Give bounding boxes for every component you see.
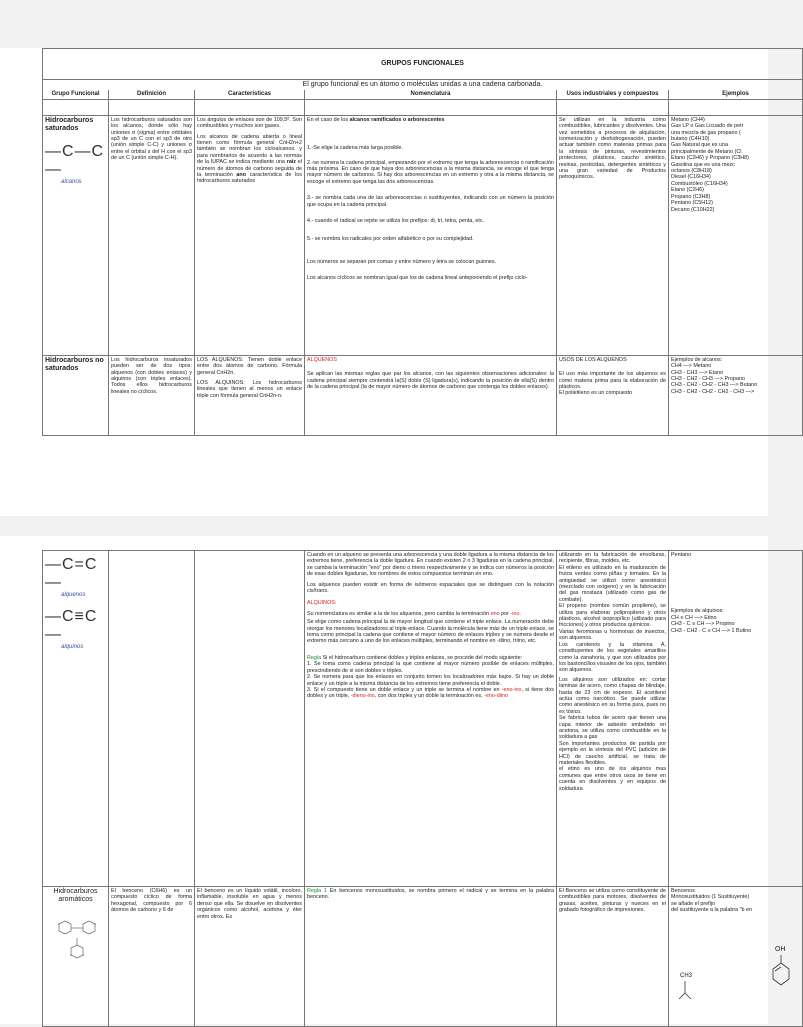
page-1: [0, 48, 768, 516]
intro-text: El grupo funcional es un átomo o moléculas unidas a una cadena carbonada.: [43, 80, 803, 91]
definition-cell: Los hidrocarburos saturados son los alcanos, donde sólo hay uniones σ (sigma) entre orbitales sp3 de un C con el sp3 de otro (unión simple C-C) y uniones σ entre el orbital s del H con el sp3 de un C (unión simple C-H).: [109, 115, 195, 355]
benzene-derivatives-icon: [669, 937, 803, 1017]
characteristics-cell: El benceno es un líquido volátil, incoloro, inflamable, insoluble en agua y menos denso que ella. Se disuelve en disolventes orgánicos como alcohol, acetona y éter entro otros. Es: [195, 887, 305, 1027]
characteristics-cell: LOS ALQUENOS: Tienen doble enlace entre dos átomos de carbono. Fórmula general CnH2n. LOS ALQUINOS: Los hidrocarburos lineales que tienen al menos un enlace triple con fórmula general CnH2n-n.: [195, 355, 305, 435]
alkane-bond-diagram: —C—C— alcanos: [45, 142, 105, 185]
page-2: [0, 536, 786, 1024]
group-cell: Hidrocarburos no saturados: [43, 355, 109, 435]
header-ejemplos: Ejemplos: [669, 90, 803, 99]
group-cell: [43, 115, 109, 355]
header-definicion: Definición: [109, 90, 195, 99]
header-caracteristicas: Características: [195, 90, 305, 99]
svg-text:OH: OH: [775, 946, 786, 953]
uses-cell: utilizando en la fabricación de envolturas, recipiente, fibras, moldes, etc. El etileno es utilizado en la maduración de frutos verdes como piñas y tomates. En la antigüedad se utilizó como anestésico (mezclado con oxígeno) y en la fabricación del gas mostaza (utilizado como gas de combate). El propeno (nombre común propileno), se utiliza para elaborar polipropileno y otros plásticos, alcohol isopropílico (utilizado para fricciones) y otros productos químicos. Varias feromonas u hormonas de insectos, son alquenos. Los carotenos y la vitamina A, constituyentes de los vegetales amarillos como la zanahoria, y que son utilizados por los bastoncillos visuales de los ojos, también son alquenos. Los alquinos son utilizados en: cortar láminas de acero, como chapas de blindaje, hasta de 23 cm de espesor. El acetileno actúa como narcótico. Se puede utilizar como anestésico en su forma pura, pues no es tóxico. Se fabrica tubos de acero que tienen una capa interior de asbesto embebido en acetona, se utiliza como combustible en la soldadura a gas Son importantes productos de partida por ejemplo en la síntesis del PVC (adición de HCl) de caucho artificial, se trata de materiales flexibles. el etino es uno de los alquinos mas comunes que entre otros usos se tiene en cuenta en disolventes y en equipos de soldadura: [557, 551, 669, 887]
table-row: [43, 355, 803, 435]
definition-cell: El benceno (C6H6) es un compuesto cíclico de forma hexagonal, compuesto por 6 átomos de carbono y 6 de: [109, 887, 195, 1027]
uses-cell: Se utilizan en la industria como combustibles, lubricantes y disolventes. Una vez sometidos a procesos de alquilación, isomerización y deshidrogenación, pueden actuar también como materias primas para la síntesis de pinturas, revestimientos protectores, plásticos, caucho sintético, resinas, pesticidas, detergentes sintéticos y una gran variedad de Productos petroquímicos.: [557, 115, 669, 355]
table-row: [43, 551, 803, 887]
alkene-bond-diagram: —C=C— alquenos: [45, 556, 98, 598]
uses-cell: USOS DE LOS ALQUENOS El uso más importante de los alquenos es como materia prima para la elaboración de plásticos. El polietileno es un compuesto: [557, 355, 669, 435]
group-name: Hidrocarburos saturados: [45, 116, 94, 132]
examples-cell: Ejemplos de alcanos: CH4 —> Metano CH3 - CH3 —> Etano CH3 - CH2 - CH3 —> Propano CH3 - CH2 - CH2 - CH3 —> Butano CH3 - CH2 - CH2 - CH2 - CH3 —>: [669, 355, 803, 435]
definition-cell: [109, 551, 195, 887]
nomenclature-cell: Cuando en un alqueno se presenta una arborescencia y una doble ligadura a la misma distancia de los extremos tiene, preferencia la doble ligadura. En cuando existen 2 o 3 ligaduras en la cadena principal, se cambia la terminación "eno" por dieno o trieno respectivamente y se indica con números la posición de esas dobles ligaduras, los nombres de estos compuestos terminan en eno. Los alquenos pueden existir en forma de isómeros espaciales que se distinguen con la notación cis/trans. ALQUINOS: Su nomenclatura es similar a la de los alquenos, pero cambia la terminación eno por -ino. Se elige como cadena principal la de mayor longitud que contiene el triple enlace. La numeración debe otorgar los menores localizadores al triple enlace. Cuando la molécula tiene más de un triple enlace, se toma como principal la cadena que contiene el mayor número de enlaces triples y se numera desde el extremo más cercano a uno de los enlaces múltiples, terminando el nombre en -diino, triino, etc. Regla Si el hidrocarburo contiene dobles y triples enlaces, se procede del modo siguiente: 1. Se toma como cadena principal la que contiene al mayor número posible de enlaces múltiples, prescindiendo de si son dobles o triples. 2. Se numera para que los enlaces en conjunto tomen los localizadores más bajos. Si hay un doble enlace y un triple a la misma distancia de los extremos tiene preferencia el doble. 3. Si el compuesto tiene un doble enlace y un triple se termina el nombre en -eno-ino, si tiene dos dobles y un triple, -dieno-ino, con dos triples y un doble la terminación es, -eno-diino: [305, 551, 557, 887]
definition-cell: Los hidrocarburos insaturados pueden ser de dos tipos: alquenos (con dobles enlaces) y alquinos (con triples enlaces). Todos ellos hidrocarburos lineales no cíclicos.: [109, 355, 195, 435]
group-cell: [43, 551, 109, 887]
table-row: [43, 115, 803, 355]
header-usos: Usos industriales y compuestos: [557, 90, 669, 99]
examples-cell: Pentano Ejemplos de alquinos: CH ≡ CH —> Etino CH3 - C ≡ CH —> Propino CH3 - CH2 - C ≡ CH —> 1 Butino: [669, 551, 803, 887]
header-grupo: Grupo Funcional: [43, 90, 109, 99]
alkyne-bond-diagram: —C≡C— alquinos: [45, 608, 98, 651]
nomenclature-cell: Regla 1 En bencenos monosustituidos, se nombra primero el radical y se termina en la palabra benceno.: [305, 887, 557, 1027]
benzene-structure-icon: [45, 908, 105, 968]
groups-table-page1: [42, 48, 803, 436]
nomenclature-cell: ALQUENOS Se aplican las mismas reglas que par los alcanos, con las siguientes observaciones adicionales: la cadena principal siempre contendrá la(S) doble (S) ligadura(s), indicando la posición de ella(S) dentro de la cadena principal (la de mayor número de átomos de carbono que contenga los dobles enlaces).: [305, 355, 557, 435]
nomenclature-cell: En el caso de los alcanos ramificados o arborescentes 1.-Se elige la cadena más larga posible. 2.-se numera la cadena principal, empezando por el extremo que tenga la arborescencia o ramificación más próxima. En caso de que haya dos arborescencias a la misma distancia, se escoge el que tenga mayor número de carbonos. Si hay dos arborescencias en un extremo y otra a la misma distancia, se escoge el extremo que tenga las dos arborescencias. 3.- se nombra cada una de las arborescencias o sustituyentes, indicando con un número la posición que ocupa en la cadena principal. 4.- cuando el radical se repite se utiliza los prefijos: di, tri, tetra, penta, etc. 5.- se nombra los radicales por orden alfabético o por su complejidad. Los números se separan por comas y entre número y letra se colocan guiones. Los alcanos cíclicos se nombran igual que los de cadena lineal anteponiendo el prefijo ciclo-: [305, 115, 557, 355]
group-cell: Hidrocarburos aromáticos: [43, 887, 109, 1027]
examples-cell: Metano (CH4) Gas LP o Gas Licuado de petr una mezcla de gas propano ( butano (C4H10) Gas Natural que es una principalmente de Metano (Cl Etano (C2H6) y Propano (C3H8) Gasolina que es una mezc octanos (C8H18) Diesel (C16H34) Combustóleo (C16H34) Etano (C2H6) Propano (C3H8) Pentano (C5H12) Decano (C10H22): [669, 115, 803, 355]
groups-table-page2: [42, 550, 803, 1027]
characteristics-cell: [195, 551, 305, 887]
header-nomenclatura: Nomenclatura: [305, 90, 557, 99]
svg-text:CH3: CH3: [680, 973, 693, 979]
examples-cell: Bencenos Monosustituidos (1 Sustituyente) se añade el prefijo del sustituyente a la palabra "b en OH CH3: [669, 887, 803, 1027]
uses-cell: El Benceno se utiliza como constituyente de combustibles para motores, disolventes de grasas, aceites, pinturas y nueces en el grabado fotográfico de impresiones.: [557, 887, 669, 1027]
characteristics-cell: Los ángulos de enlaces son de 109,5º. Son combustibles y muchos son gases. Los alcanos de cadena abierta o lineal tienen como fórmula general CnH2n+2 también se nombran los cicloalcanos. y para nombrarlos de acuerdo a las normas de la IUPAC se indica mediante una raiz el número de átomos de carbono seguida de la terminación ano característica de los hidrocarburos saturados: [195, 115, 305, 355]
table-row: [43, 887, 803, 1027]
document-title: GRUPOS FUNCIONALES: [43, 49, 803, 80]
